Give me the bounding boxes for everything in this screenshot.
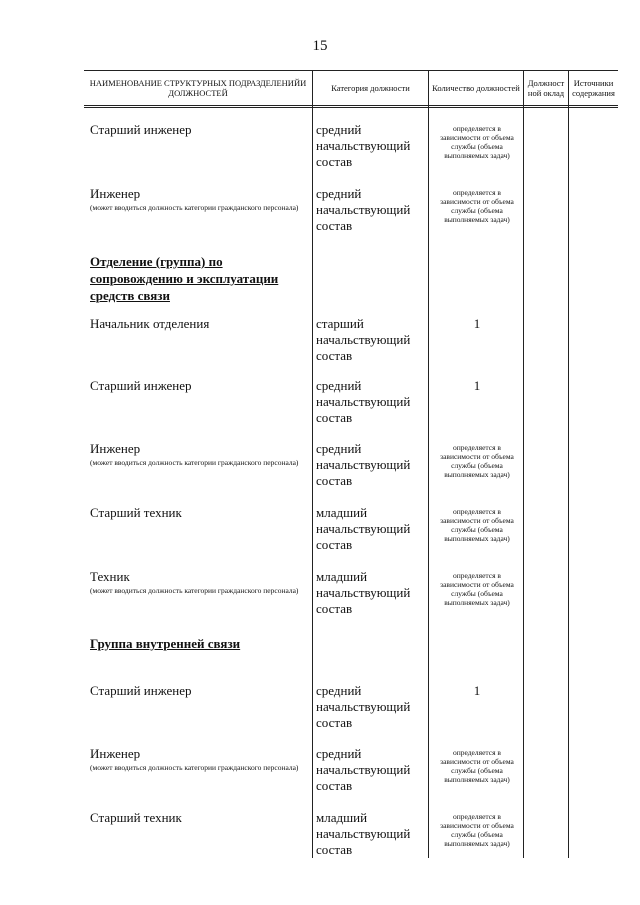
position-name: Старший инженер: [90, 378, 192, 393]
header-salary: Должност ной оклад: [527, 78, 565, 98]
position-category: средний начальствующий состав: [316, 683, 411, 730]
position-quantity: определяется в зависимости от объема службы (объема выполняемых задач): [440, 124, 514, 160]
position-category: средний начальствующий состав: [316, 746, 411, 793]
column-divider: [428, 70, 429, 858]
position-name: Инженер (может вводиться должность категории гражданского персонала): [90, 441, 310, 467]
position-name: Техник (может вводиться должность категории гражданского персонала): [90, 569, 310, 595]
header-structural-units: НАИМЕНОВАНИЕ СТРУКТУРНЫХ ПОДРАЗДЕЛЕНИЙИ ДОЛЖНОСТЕЙ: [89, 78, 307, 98]
header-rule-double: [84, 107, 618, 108]
position-name: Старший инженер: [90, 683, 192, 698]
position-note: (может вводиться должность категории гражданского персонала): [90, 763, 299, 772]
position-category: младший начальствующий состав: [316, 569, 411, 616]
column-divider: [312, 70, 313, 858]
section-title: Отделение (группа) по сопровождению и эксплуатации средств связи: [90, 254, 279, 303]
position-category: младший начальствующий состав: [316, 505, 411, 552]
header-category: Категория должности: [331, 83, 410, 93]
position-note: (может вводиться должность категории гражданского персонала): [90, 586, 299, 595]
position-quantity: 1: [473, 378, 481, 393]
position-name: Старший техник: [90, 810, 182, 825]
position-quantity: 1: [473, 683, 481, 698]
position-category: средний начальствующий состав: [316, 441, 411, 488]
position-note: (может вводиться должность категории гражданского персонала): [90, 203, 299, 212]
position-category: средний начальствующий состав: [316, 122, 411, 169]
position-category: старший начальствующий состав: [316, 316, 411, 363]
position-quantity: определяется в зависимости от объема службы (объема выполняемых задач): [440, 748, 514, 784]
position-name: Инженер (может вводиться должность категории гражданского персонала): [90, 746, 310, 772]
column-divider: [568, 70, 569, 858]
position-quantity: определяется в зависимости от объема службы (объема выполняемых задач): [440, 443, 514, 479]
position-quantity: определяется в зависимости от объема службы (объема выполняемых задач): [440, 507, 514, 543]
header-quantity: Количество должностей: [432, 83, 520, 93]
position-note: (может вводиться должность категории гражданского персонала): [90, 458, 299, 467]
column-divider: [523, 70, 524, 858]
position-name: Старший инженер: [90, 122, 192, 137]
page-number: 15: [312, 38, 328, 54]
position-name: Начальник отделения: [90, 316, 210, 331]
position-quantity: определяется в зависимости от объема службы (объема выполняемых задач): [440, 571, 514, 607]
position-quantity: определяется в зависимости от объема службы (объема выполняемых задач): [440, 812, 514, 848]
position-quantity: 1: [473, 316, 481, 331]
position-name: Старший техник: [90, 505, 182, 520]
position-quantity: определяется в зависимости от объема службы (объема выполняемых задач): [440, 188, 514, 224]
position-name: Инженер (может вводиться должность категории гражданского персонала): [90, 186, 310, 212]
header-funding-sources: Источники содержания: [572, 78, 615, 98]
section-title: Группа внутренней связи: [90, 636, 241, 651]
staff-table: [84, 70, 618, 890]
position-category: младший начальствующий состав: [316, 810, 411, 857]
position-category: средний начальствующий состав: [316, 378, 411, 425]
position-category: средний начальствующий состав: [316, 186, 411, 233]
